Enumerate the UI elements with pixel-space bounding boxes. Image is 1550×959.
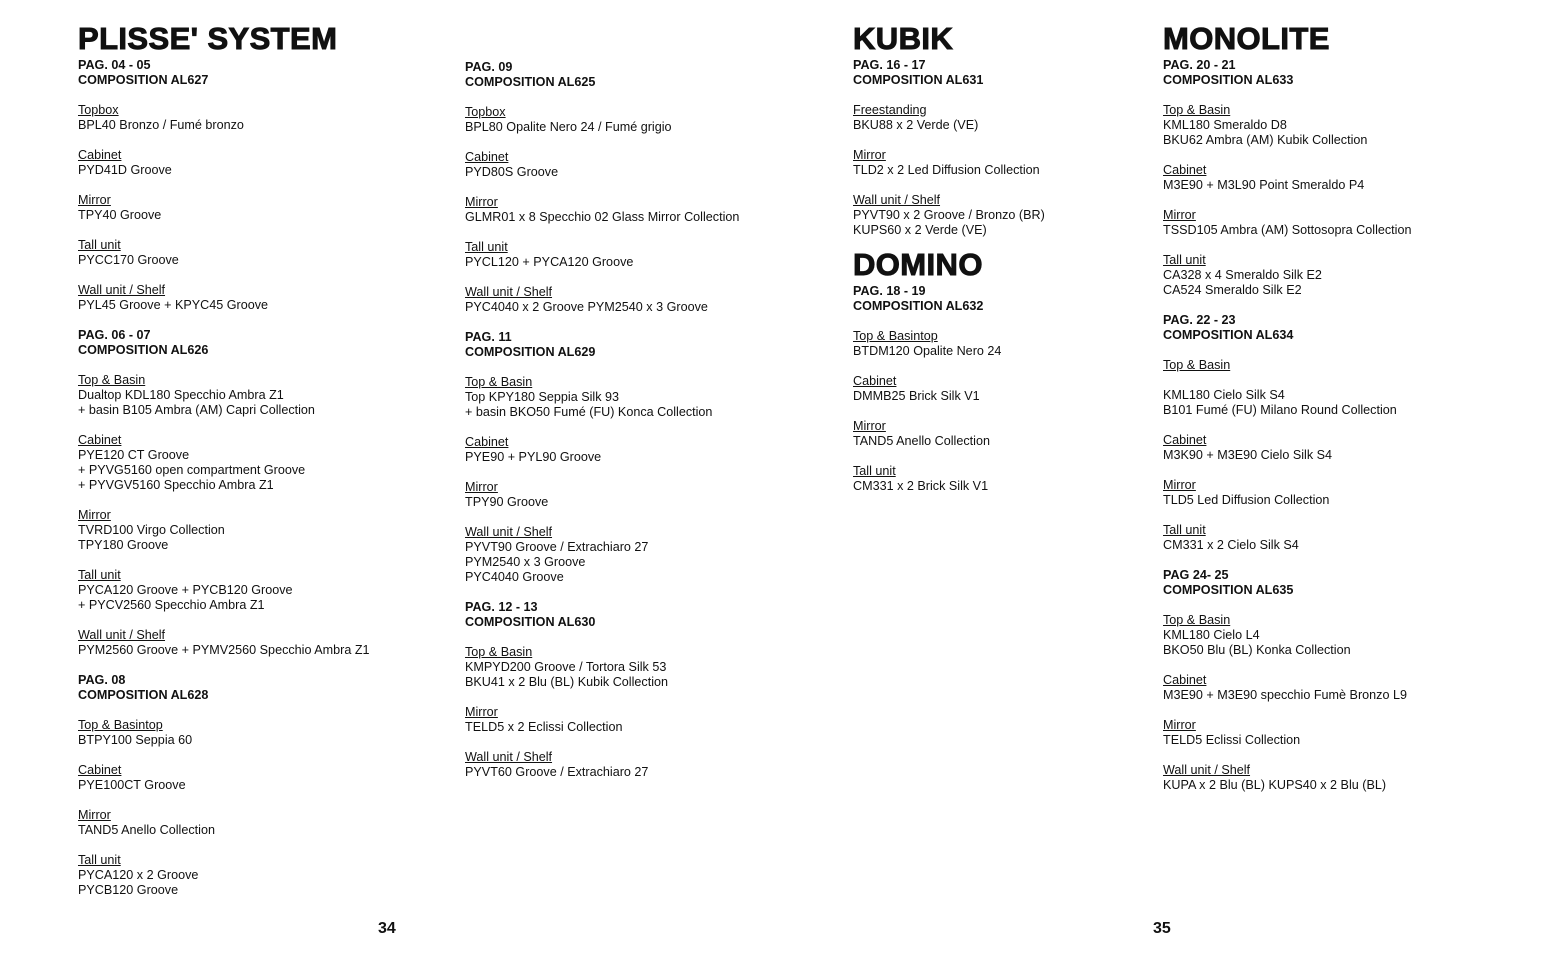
composition-block [78, 58, 438, 313]
composition-code: COMPOSITION AL632 [853, 299, 984, 313]
component-label: Top & Basin [1163, 358, 1231, 372]
page-reference: PAG. 08 [78, 673, 126, 687]
component-label: Wall unit / Shelf [465, 750, 553, 764]
component-value: KML180 Cielo L4 [1163, 628, 1260, 642]
composition-block [1163, 58, 1533, 298]
component-label: Top & Basintop [78, 718, 163, 732]
column-monolite [1163, 0, 1533, 793]
composition-block [465, 330, 825, 585]
component-value: M3E90 + M3L90 Point Smeraldo P4 [1163, 178, 1365, 192]
component-value: BKU88 x 2 Verde (VE) [853, 118, 979, 132]
page-reference: PAG. 16 - 17 [853, 58, 926, 72]
component-label: Top & Basin [1163, 613, 1231, 627]
component-label: Mirror [853, 419, 886, 433]
component-value: GLMR01 x 8 Specchio 02 Glass Mirror Collection [465, 210, 740, 224]
component-value: + PYVG5160 open compartment Groove [78, 463, 306, 477]
component-value: + basin BKO50 Fumé (FU) Konca Collection [465, 405, 713, 419]
component-value: PYCA120 Groove + PYCB120 Groove [78, 583, 293, 597]
component-value: KMPYD200 Groove / Tortora Silk 53 [465, 660, 667, 674]
composition-block [1163, 313, 1533, 553]
page-reference: PAG. 12 - 13 [465, 600, 538, 614]
component-label: Cabinet [1163, 433, 1207, 447]
component-label: Topbox [78, 103, 119, 117]
component-label: Mirror [465, 705, 498, 719]
component-value: PYCL120 + PYCA120 Groove [465, 255, 634, 269]
component-value: PYCB120 Groove [78, 883, 179, 897]
component-value: + PYVGV5160 Specchio Ambra Z1 [78, 478, 274, 492]
component-value: BPL80 Opalite Nero 24 / Fumé grigio [465, 120, 672, 134]
section-title: KUBIK [853, 21, 954, 56]
component-label: Top & Basin [78, 373, 146, 387]
composition-code: COMPOSITION AL625 [465, 75, 596, 89]
component-value: Dualtop KDL180 Specchio Ambra Z1 [78, 388, 284, 402]
component-label: Top & Basin [1163, 103, 1231, 117]
column-kubik-domino [853, 0, 1143, 494]
composition-code: COMPOSITION AL635 [1163, 583, 1294, 597]
component-value: PYD80S Groove [465, 165, 559, 179]
component-label: Tall unit [853, 464, 896, 478]
component-label: Wall unit / Shelf [465, 285, 553, 299]
component-value: CA328 x 4 Smeraldo Silk E2 [1163, 268, 1322, 282]
component-value: + PYCV2560 Specchio Ambra Z1 [78, 598, 265, 612]
section-title-domino: DOMINO [853, 247, 983, 282]
composition-code: COMPOSITION AL627 [78, 73, 209, 87]
component-label: Top & Basintop [853, 329, 938, 343]
component-value: KML180 Cielo Silk S4 [1163, 388, 1285, 402]
component-value: PYC4040 Groove [465, 570, 564, 584]
component-value: M3K90 + M3E90 Cielo Silk S4 [1163, 448, 1333, 462]
component-value: CA524 Smeraldo Silk E2 [1163, 283, 1302, 297]
section-title: MONOLITE [1163, 21, 1330, 56]
composition-block [853, 284, 1143, 494]
component-value: PYC4040 x 2 Groove PYM2540 x 3 Groove [465, 300, 708, 314]
component-label: Tall unit [78, 568, 121, 582]
component-value: PYE100CT Groove [78, 778, 186, 792]
component-value: PYE120 CT Groove [78, 448, 190, 462]
component-value: BPL40 Bronzo / Fumé bronzo [78, 118, 244, 132]
composition-code: COMPOSITION AL634 [1163, 328, 1294, 342]
component-value: TPY40 Groove [78, 208, 162, 222]
component-value: KUPS60 x 2 Verde (VE) [853, 223, 987, 237]
composition-block [78, 328, 438, 658]
component-label: Wall unit / Shelf [853, 193, 941, 207]
component-label: Mirror [465, 195, 498, 209]
column-plisse-continued [465, 0, 825, 780]
component-label: Tall unit [1163, 523, 1206, 537]
component-label: Cabinet [465, 150, 509, 164]
component-value: BKO50 Blu (BL) Konka Collection [1163, 643, 1351, 657]
page-reference: PAG. 20 - 21 [1163, 58, 1236, 72]
component-value: TLD5 Led Diffusion Collection [1163, 493, 1330, 507]
component-value: BKU62 Ambra (AM) Kubik Collection [1163, 133, 1368, 147]
composition-block [1163, 568, 1533, 793]
composition-code: COMPOSITION AL633 [1163, 73, 1294, 87]
page-reference: PAG. 06 - 07 [78, 328, 151, 342]
page-number-left: 34 [378, 920, 396, 937]
composition-block [78, 673, 438, 898]
component-label: Mirror [1163, 718, 1196, 732]
component-value: PYM2560 Groove + PYMV2560 Specchio Ambra Z1 [78, 643, 370, 657]
component-label: Top & Basin [465, 375, 533, 389]
component-label: Cabinet [78, 763, 122, 777]
component-value: TELD5 Eclissi Collection [1163, 733, 1301, 747]
component-label: Wall unit / Shelf [78, 628, 166, 642]
component-value: B101 Fumé (FU) Milano Round Collection [1163, 403, 1397, 417]
component-value: PYVT90 Groove / Extrachiaro 27 [465, 540, 649, 554]
component-value: CM331 x 2 Brick Silk V1 [853, 479, 989, 493]
component-value: KML180 Smeraldo D8 [1163, 118, 1287, 132]
component-label: Freestanding [853, 103, 927, 117]
component-value: TAND5 Anello Collection [853, 434, 990, 448]
page-reference: PAG. 09 [465, 60, 513, 74]
component-value: PYE90 + PYL90 Groove [465, 450, 602, 464]
component-label: Cabinet [853, 374, 897, 388]
component-value: PYM2540 x 3 Groove [465, 555, 586, 569]
component-value: PYCC170 Groove [78, 253, 179, 267]
component-value: BTPY100 Seppia 60 [78, 733, 193, 747]
page-reference: PAG. 11 [465, 330, 512, 344]
component-label: Mirror [853, 148, 886, 162]
page-reference: PAG 24- 25 [1163, 568, 1229, 582]
component-label: Wall unit / Shelf [465, 525, 553, 539]
component-label: Tall unit [78, 853, 121, 867]
component-label: Mirror [465, 480, 498, 494]
component-label: Tall unit [465, 240, 508, 254]
page-reference: PAG. 04 - 05 [78, 58, 151, 72]
component-label: Mirror [1163, 478, 1196, 492]
component-value: + basin B105 Ambra (AM) Capri Collection [78, 403, 315, 417]
component-label: Mirror [78, 193, 111, 207]
component-value: KUPA x 2 Blu (BL) KUPS40 x 2 Blu (BL) [1163, 778, 1387, 792]
component-value: TPY180 Groove [78, 538, 169, 552]
column-plisse-system [78, 0, 438, 898]
component-label: Top & Basin [465, 645, 533, 659]
page-reference: PAG. 22 - 23 [1163, 313, 1236, 327]
component-label: Mirror [78, 508, 111, 522]
component-value: CM331 x 2 Cielo Silk S4 [1163, 538, 1299, 552]
component-label: Topbox [465, 105, 506, 119]
component-label: Cabinet [1163, 673, 1207, 687]
component-label: Mirror [78, 808, 111, 822]
composition-block [853, 58, 1143, 238]
component-value: TSSD105 Ambra (AM) Sottosopra Collection [1163, 223, 1412, 237]
component-value [1163, 373, 1533, 388]
component-value: PYVT90 x 2 Groove / Bronzo (BR) [853, 208, 1045, 222]
composition-code: COMPOSITION AL626 [78, 343, 209, 357]
component-value: TELD5 x 2 Eclissi Collection [465, 720, 623, 734]
component-label: Cabinet [78, 148, 122, 162]
component-value: DMMB25 Brick Silk V1 [853, 389, 980, 403]
composition-code: COMPOSITION AL629 [465, 345, 596, 359]
component-label: Wall unit / Shelf [1163, 763, 1251, 777]
component-value: TAND5 Anello Collection [78, 823, 215, 837]
page-reference: PAG. 18 - 19 [853, 284, 926, 298]
component-value: Top KPY180 Seppia Silk 93 [465, 390, 620, 404]
page-number-right: 35 [1153, 920, 1171, 937]
component-value: BKU41 x 2 Blu (BL) Kubik Collection [465, 675, 668, 689]
component-label: Cabinet [78, 433, 122, 447]
composition-code: COMPOSITION AL631 [853, 73, 984, 87]
component-value: TLD2 x 2 Led Diffusion Collection [853, 163, 1040, 177]
component-value: TVRD100 Virgo Collection [78, 523, 225, 537]
component-label: Tall unit [1163, 253, 1206, 267]
composition-block [465, 60, 825, 315]
component-label: Tall unit [78, 238, 121, 252]
section-title: PLISSE' SYSTEM [78, 21, 338, 56]
component-value: BTDM120 Opalite Nero 24 [853, 344, 1002, 358]
component-label: Cabinet [1163, 163, 1207, 177]
component-value: PYCA120 x 2 Groove [78, 868, 199, 882]
component-label: Mirror [1163, 208, 1196, 222]
component-value: PYVT60 Groove / Extrachiaro 27 [465, 765, 649, 779]
component-value: M3E90 + M3E90 specchio Fumè Bronzo L9 [1163, 688, 1407, 702]
component-value: TPY90 Groove [465, 495, 549, 509]
composition-code: COMPOSITION AL628 [78, 688, 209, 702]
composition-code: COMPOSITION AL630 [465, 615, 596, 629]
component-label: Wall unit / Shelf [78, 283, 166, 297]
component-label: Cabinet [465, 435, 509, 449]
component-value: PYD41D Groove [78, 163, 172, 177]
composition-block [465, 600, 825, 780]
component-value: PYL45 Groove + KPYC45 Groove [78, 298, 269, 312]
